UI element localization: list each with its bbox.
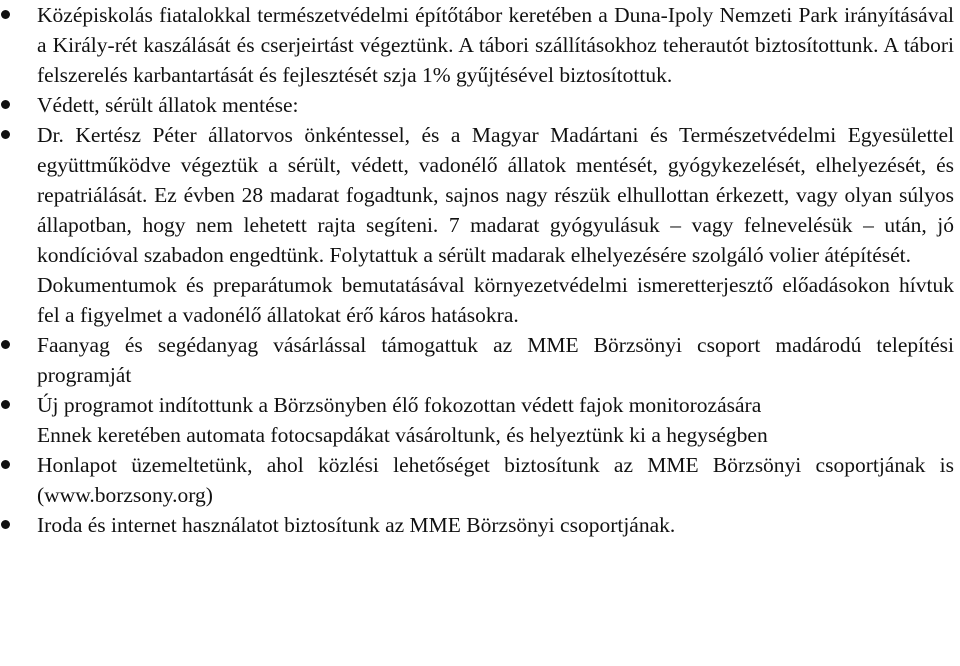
list-item xyxy=(0,390,960,450)
bullet-icon xyxy=(1,130,10,139)
list-item-continuation: Ennek keretében automata fotocsapdákat vásároltunk, és helyeztünk ki a hegységben xyxy=(37,423,768,447)
list-item xyxy=(0,120,960,330)
list-item-text: Honlapot üzemeltetünk, ahol közlési lehetőséget biztosítunk az MME Börzsönyi csoportjának is (www.borzsony.org) xyxy=(37,453,954,507)
list-item-continuation: Dokumentumok és preparátumok bemutatásával környezetvédelmi ismeretterjesztő előadásokon hívtuk fel a figyelmet a vadonélő állatokat érő káros hatásokra. xyxy=(37,273,954,327)
list-item-text: Iroda és internet használatot biztosítunk az MME Börzsönyi csoportjának. xyxy=(37,513,676,537)
list-item xyxy=(0,450,960,510)
bullet-icon xyxy=(1,100,10,109)
list-item xyxy=(0,510,960,540)
list-item-text: Középiskolás fiatalokkal természetvédelmi építőtábor keretében a Duna-Ipoly Nemzeti Park irányításával a Király-rét kaszálását és cserjeirtást végeztünk. A tábori szállításokhoz teherautót biztosítottunk. A tábori felszerelés karbantartását és fejlesztését szja 1% gyűjtésével biztosítottuk. xyxy=(37,3,954,87)
list-item xyxy=(0,330,960,390)
bullet-icon xyxy=(1,520,10,529)
list-item-text: Védett, sérült állatok mentése: xyxy=(37,93,299,117)
list-item-text: Faanyag és segédanyag vásárlással támogattuk az MME Börzsönyi csoport madárodú telepítési programját xyxy=(37,333,954,387)
bullet-icon xyxy=(1,10,10,19)
list-item-text: Új programot indítottunk a Börzsönyben élő fokozottan védett fajok monitorozására xyxy=(37,393,762,417)
list-item xyxy=(0,90,960,120)
list-item-text: Dr. Kertész Péter állatorvos önkéntessel, és a Magyar Madártani és Természetvédelmi Egyesülettel együttműködve végeztük a sérült, védett, vadonélő állatok mentését, gyógykezelését, elhelyezését, és repatriálását. Ez évben 28 madarat fogadtunk, sajnos nagy részük elhullottan érkezett, vagy olyan súlyos állapotban, hogy nem lehetett rajta segíteni. 7 madarat gyógyulásuk – vagy felnevelésük – után, jó kondícióval szabadon engedtünk. Folytattuk a sérült madarak elhelyezésére szolgáló volier átépítését. xyxy=(37,123,954,267)
bullet-icon xyxy=(1,400,10,409)
list-item xyxy=(0,0,960,90)
bullet-icon xyxy=(1,460,10,469)
bullet-icon xyxy=(1,340,10,349)
